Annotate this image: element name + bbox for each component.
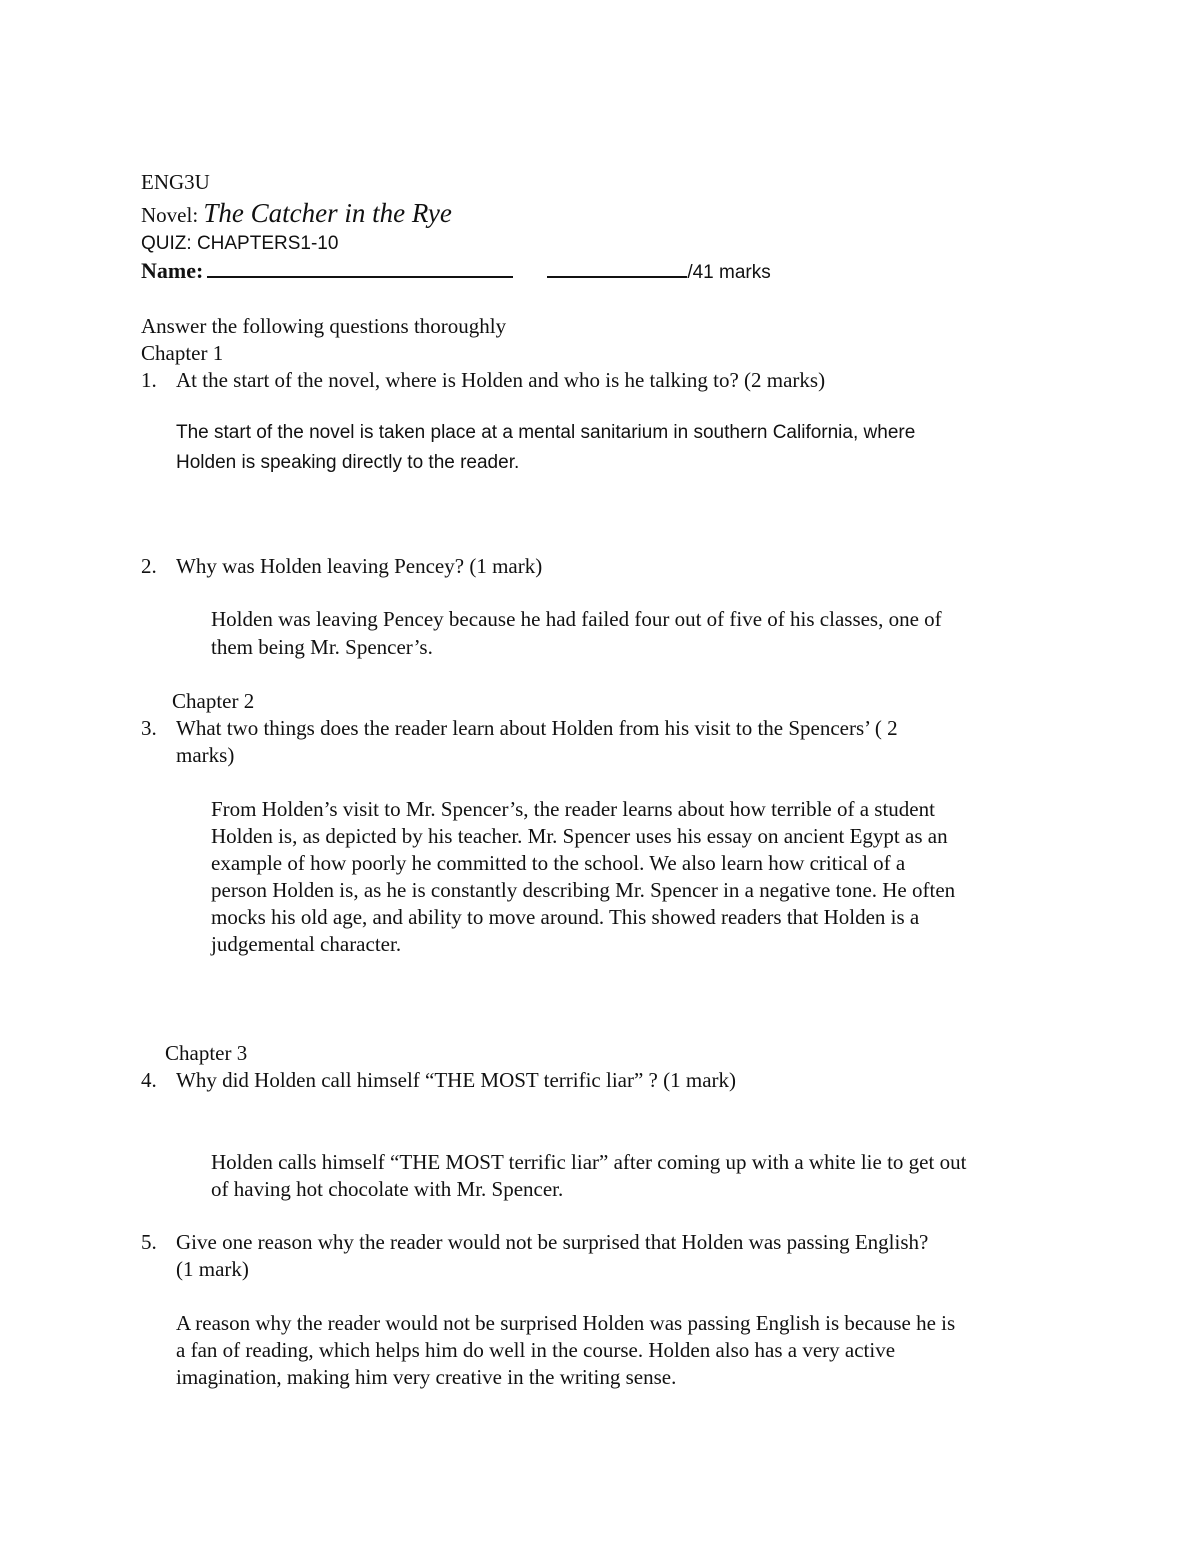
answer-4-line-2: of having hot chocolate with Mr. Spencer. [211,1177,564,1201]
question-4-text: Why did Holden call himself “THE MOST terrific liar” ? (1 mark) [176,1068,737,1092]
answer-1-line-2: Holden is speaking directly to the reader. [176,452,520,473]
question-1-text: At the start of the novel, where is Holden and who is he talking to? (2 marks) [176,368,826,392]
question-3-text-line-2: marks) [176,743,235,767]
answer-2-line-1: Holden was leaving Pencey because he had failed four out of five of his classes, one of [211,607,942,631]
score-blank[interactable] [547,258,687,278]
question-1-number: 1. [141,368,157,392]
answer-3-line-6: judgemental character. [211,932,402,956]
name-blank[interactable] [207,258,513,278]
name-label: Name: [141,258,204,283]
question-3-text-line-1: What two things does the reader learn about Holden from his visit to the Spencers’ ( 2 [176,716,898,740]
chapter-3-heading: Chapter 3 [165,1041,248,1065]
question-5-text-line-1: Give one reason why the reader would not be surprised that Holden was passing English? [176,1230,929,1254]
course-code: ENG3U [141,170,210,194]
instructions: Answer the following questions thoroughly [141,314,507,338]
answer-4-line-1: Holden calls himself “THE MOST terrific liar” after coming up with a white lie to get out [211,1150,967,1174]
question-5-number: 5. [141,1230,157,1254]
novel-title: The Catcher in the Rye [203,198,452,228]
answer-3-line-1: From Holden’s visit to Mr. Spencer’s, the reader learns about how terrible of a student [211,797,935,821]
novel-label: Novel: [141,203,204,227]
marks-total: /41 marks [687,262,771,283]
answer-1-line-1: The start of the novel is taken place at a mental sanitarium in southern California, where [176,422,916,443]
quiz-title: QUIZ: CHAPTERS1-10 [141,233,339,254]
question-2-text: Why was Holden leaving Pencey? (1 mark) [176,554,543,578]
question-5-text-line-2: (1 mark) [176,1257,249,1281]
answer-3-line-4: person Holden is, as he is constantly describing Mr. Spencer in a negative tone. He often [211,878,956,902]
chapter-2-heading: Chapter 2 [172,689,255,713]
question-2-number: 2. [141,554,157,578]
answer-3-line-3: example of how poorly he committed to the school. We also learn how critical of a [211,851,906,875]
chapter-1-heading: Chapter 1 [141,341,224,365]
answer-2-line-2: them being Mr. Spencer’s. [211,635,433,659]
question-3-number: 3. [141,716,157,740]
answer-5-line-1: A reason why the reader would not be surprised Holden was passing English is because he is [176,1311,956,1335]
name-line [141,258,771,284]
answer-5-line-2: a fan of reading, which helps him do well in the course. Holden also has a very active [176,1338,896,1362]
question-4-number: 4. [141,1068,157,1092]
novel-heading [141,198,452,229]
answer-3-line-5: mocks his old age, and ability to move around. This showed readers that Holden is a [211,905,920,929]
answer-3-line-2: Holden is, as depicted by his teacher. Mr. Spencer uses his essay on ancient Egypt as an [211,824,948,848]
answer-5-line-3: imagination, making him very creative in the writing sense. [176,1365,677,1389]
